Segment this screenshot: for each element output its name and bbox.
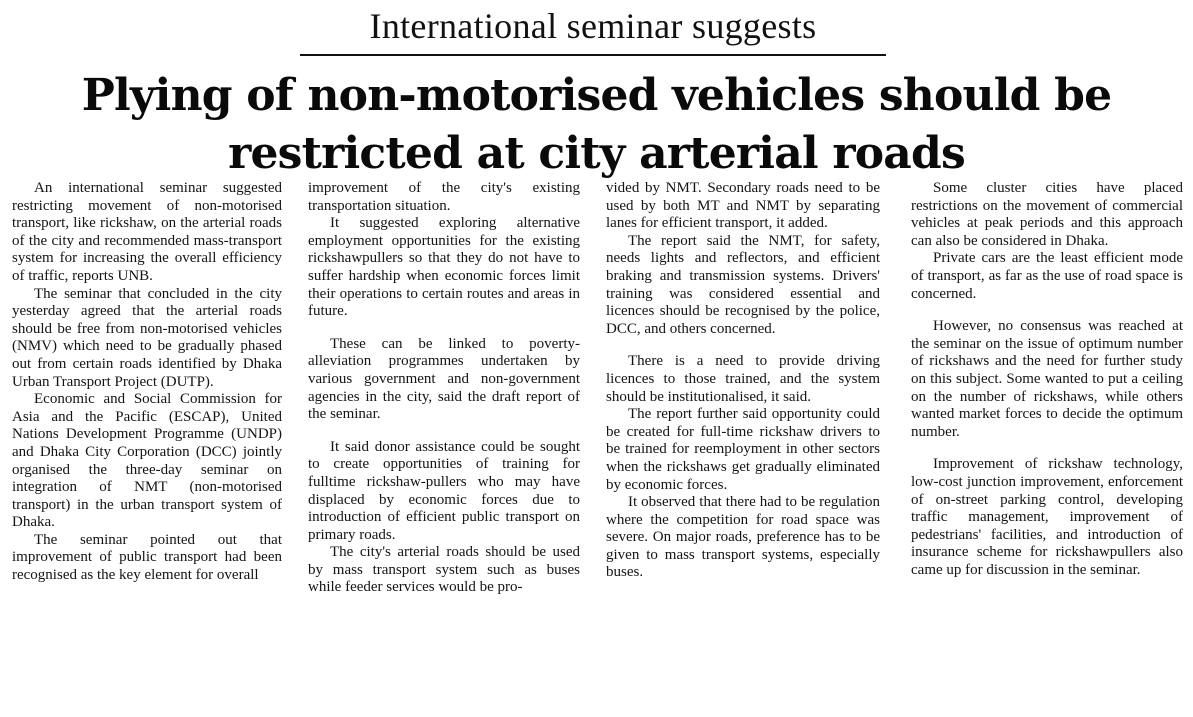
- paragraph: Some cluster cities have placed restrictions on the movement of commercial vehicles at peak periods and this approach can also be considered in Dhaka.: [911, 180, 1183, 249]
- article-column-3: [606, 180, 880, 710]
- paragraph: The report said the NMT, for safety, needs lights and reflectors, and efficient braking and transmission systems. Drivers' training was considered essential and licences should be recognised by the police, DCC, and others concerned.: [606, 232, 880, 337]
- paragraph: The report further said opportunity could be created for full-time rickshaw drivers to be trained for reemployment in other sectors when the rickshaws get gradually eliminated by economic forces.: [606, 406, 880, 493]
- paragraph: It said donor assistance could be sought to create opportunities of training for fulltime rickshaw-pullers who may have displaced by economic forces due to introduction of efficient public transport on primary roads.: [308, 438, 580, 543]
- article-column-2: [308, 180, 580, 710]
- paragraph: However, no consensus was reached at the seminar on the issue of optimum number of rickshaws and the need for further study on this subject. Some wanted to put a ceiling on the number of rickshaws, while others wanted market forces to decide the optimum number.: [911, 318, 1183, 440]
- paragraph: There is a need to provide driving licences to those trained, and the system should be institutionalised, it said.: [606, 353, 880, 405]
- paragraph: Economic and Social Commission for Asia and the Pacific (ESCAP), United Nations Development Programme (UNDP) and Dhaka City Corporation (DCC) jointly organised the three-day seminar on integration of NMT (non-motorised transport) in the urban transport system of Dhaka.: [12, 391, 282, 531]
- paragraph: It observed that there had to be regulation where the competition for road space was severe. On major roads, preference has to be given to mass transport systems, especially buses.: [606, 494, 880, 581]
- article-column-4: [911, 180, 1183, 710]
- kicker-underline: [300, 54, 886, 56]
- paragraph: The city's arterial roads should be used by mass transport system such as buses while feeder services would be pro-: [308, 544, 580, 596]
- paragraph: An international seminar suggested restricting movement of non-motorised transport, like rickshaw, on the arterial roads of the city and recommended mass-transport system for increasing the overall efficiency of traffic, reports UNB.: [12, 180, 282, 284]
- paragraph: improvement of the city's existing transportation situation.: [308, 180, 580, 214]
- paragraph: Private cars are the least efficient mode of transport, as far as the use of road space is concerned.: [911, 250, 1183, 302]
- paragraph: The seminar pointed out that improvement of public transport had been recognised as the key element for overall: [12, 531, 282, 584]
- headline-line-1: Plying of non-motorised vehicles should be: [81, 70, 1112, 121]
- paragraph: It suggested exploring alternative employment opportunities for the existing rickshawpullers so that they do not have to suffer hardship when economic forces limit their operations to certain routes and areas in future.: [308, 215, 580, 320]
- headline-line-2: restricted at city arterial roads: [228, 128, 965, 179]
- paragraph: vided by NMT. Secondary roads need to be used by both MT and NMT by separating lanes for efficient transport, it added.: [606, 180, 880, 232]
- paragraph: Improvement of rickshaw technology, low-cost junction improvement, enforcement of on-street parking control, developing traffic management, improvement of pedestrians' facilities, and introduction of insurance scheme for rickshawpullers also came up for discussion in the seminar.: [911, 456, 1183, 578]
- kicker-block: [300, 0, 886, 58]
- paragraph: The seminar that concluded in the city yesterday agreed that the arterial roads should be free from non-motorised vehicles (NMV) which need to be gradually phased out from certain roads identified by Dhaka Urban Transport Project (DUTP).: [12, 285, 282, 390]
- article-column-1: [12, 180, 282, 710]
- kicker-text: International seminar suggests: [369, 6, 817, 46]
- paragraph: These can be linked to poverty-alleviation programmes undertaken by various government and non-government agencies in the city, said the draft report of the seminar.: [308, 335, 580, 423]
